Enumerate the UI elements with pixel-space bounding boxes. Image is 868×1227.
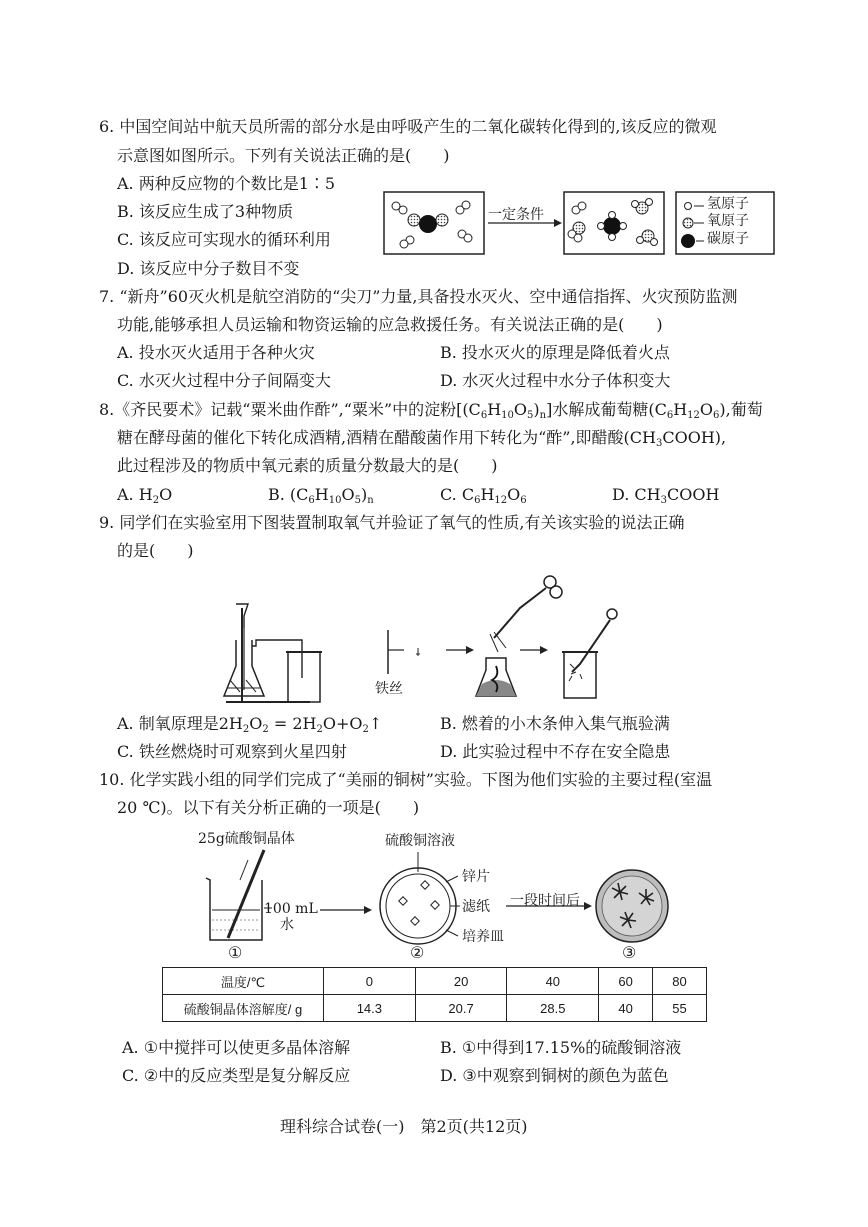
q7-option-c: C. 水灭火过程中分子间隔变大 — [117, 371, 331, 390]
q7-option-d: D. 水灭火过程中水分子体积变大 — [440, 371, 671, 390]
q9-iron-wire-label: 铁丝 — [375, 681, 403, 697]
q10-step3-marker: ③ — [622, 943, 637, 962]
q10-petri-dish-label: 培养皿 — [462, 929, 504, 945]
table-cell: 20.7 — [415, 995, 507, 1022]
q9-option-b: B. 燃着的小木条伸入集气瓶验满 — [440, 714, 670, 733]
q10-stem-line2: 20 ℃)。以下有关分析正确的一项是( ) — [117, 798, 420, 817]
q10-zinc-label: 锌片 — [462, 869, 490, 885]
q10-option-d: D. ③中观察到铜树的颜色为蓝色 — [440, 1066, 669, 1085]
q10-wait-label: 一段时间后 — [510, 893, 580, 909]
table-cell: 60 — [599, 968, 653, 995]
table-row — [163, 968, 707, 995]
q9-apparatus-diagram — [220, 568, 620, 708]
q10-crystal-label: 25g硫酸铜晶体 — [198, 831, 295, 847]
q9-option-a: A. 制氧原理是$2H_2O_2$ = $2H_2O+O_2↑$ — [117, 714, 383, 735]
q10-step2-marker: ② — [410, 943, 425, 962]
table-cell: 55 — [653, 995, 707, 1022]
table-cell: 40 — [599, 995, 653, 1022]
q8-option-b: B. $(C_6H_{10}O_5)_n$ — [268, 485, 374, 506]
q10-step1-marker: ① — [228, 943, 243, 962]
page-footer: 理科综合试卷(一) 第2页(共12页) — [280, 1117, 528, 1136]
q8-option-d: D. $CH_3COOH$ — [612, 485, 720, 506]
table-cell: 20 — [415, 968, 507, 995]
q10-solubility-table — [162, 967, 707, 1022]
q6-option-d: D. 该反应中分子数目不变 — [117, 259, 300, 278]
q9-option-d: D. 此实验过程中不存在安全隐患 — [440, 742, 671, 761]
q10-filter-paper-label: 滤纸 — [462, 899, 490, 915]
q9-stem-line1: 9. 同学们在实验室用下图装置制取氧气并验证了氧气的性质,有关该实验的说法正确 — [99, 513, 685, 532]
q10-water-volume-label: 100 mL — [264, 901, 318, 917]
q6-option-c: C. 该反应可实现水的循环利用 — [117, 230, 331, 249]
q6-option-a: A. 两种反应物的个数比是1∶5 — [117, 174, 336, 193]
q8-option-c: C. $C_6H_{12}O_6$ — [440, 485, 527, 506]
q10-stem-line1: 10. 化学实践小组的同学们完成了“美丽的铜树”实验。下图为他们实验的主要过程(室温 — [99, 770, 713, 789]
q10-water-label: 水 — [280, 917, 294, 933]
table-row — [163, 995, 707, 1022]
q6-legend-carbon: 碳原子 — [707, 231, 749, 247]
table-cell: 14.3 — [324, 995, 416, 1022]
q10-option-a: A. ①中搅拌可以使更多晶体溶解 — [122, 1038, 351, 1057]
q7-stem-line1: 7. “新舟”60灭火机是航空消防的“尖刀”力量,具备投水灭火、空中通信指挥、火灾预防监测 — [99, 287, 738, 306]
table-cell: 80 — [653, 968, 707, 995]
table-cell: 40 — [507, 968, 599, 995]
q10-option-b: B. ①中得到17.15%的硫酸铜溶液 — [440, 1038, 682, 1057]
q6-legend-oxygen: 氧原子 — [707, 213, 749, 229]
q6-option-b: B. 该反应生成了3种物质 — [117, 202, 294, 221]
table-cell: 0 — [324, 968, 416, 995]
q7-option-b: B. 投水灭火的原理是降低着火点 — [440, 343, 670, 362]
q7-option-a: A. 投水灭火适用于各种火灾 — [117, 343, 315, 362]
q8-stem-line2: 糖在酵母菌的催化下转化成酒精,酒精在醋酸菌作用下转化为“酢”,即醋酸$(CH_3COOH)$, — [117, 428, 727, 449]
table-cell: 28.5 — [507, 995, 599, 1022]
q8-stem-line3: 此过程涉及的物质中氧元素的质量分数最大的是( ) — [117, 456, 498, 475]
q6-condition-label: 一定条件 — [488, 207, 544, 223]
q8-option-a: A. $H_2O$ — [117, 485, 173, 506]
q7-stem-line2: 功能,能够承担人员运输和物资运输的应急救援任务。有关说法正确的是( ) — [117, 315, 663, 334]
q6-stem-line1: 6. 中国空间站中航天员所需的部分水是由呼吸产生的二氧化碳转化得到的,该反应的微观 — [99, 117, 717, 136]
table-header-cell: 硫酸铜晶体溶解度/ g — [163, 995, 324, 1022]
q6-stem-line2: 示意图如图所示。下列有关说法正确的是( ) — [117, 146, 450, 165]
q6-legend-hydrogen: 氢原子 — [707, 196, 749, 212]
q9-stem-line2: 的是( ) — [117, 541, 194, 560]
q9-option-c: C. 铁丝燃烧时可观察到火星四射 — [117, 742, 347, 761]
q10-option-c: C. ②中的反应类型是复分解反应 — [122, 1066, 351, 1085]
q8-stem-line1: 8.《齐民要术》记载“粟米曲作酢”,“粟米”中的淀粉$[(C_6H_{10}O_5)_n]$水解成葡萄糖$(C_6H_{12}O_6)$,葡萄 — [99, 400, 763, 421]
table-header-cell: 温度/℃ — [163, 968, 324, 995]
q10-solution-label: 硫酸铜溶液 — [385, 833, 455, 849]
